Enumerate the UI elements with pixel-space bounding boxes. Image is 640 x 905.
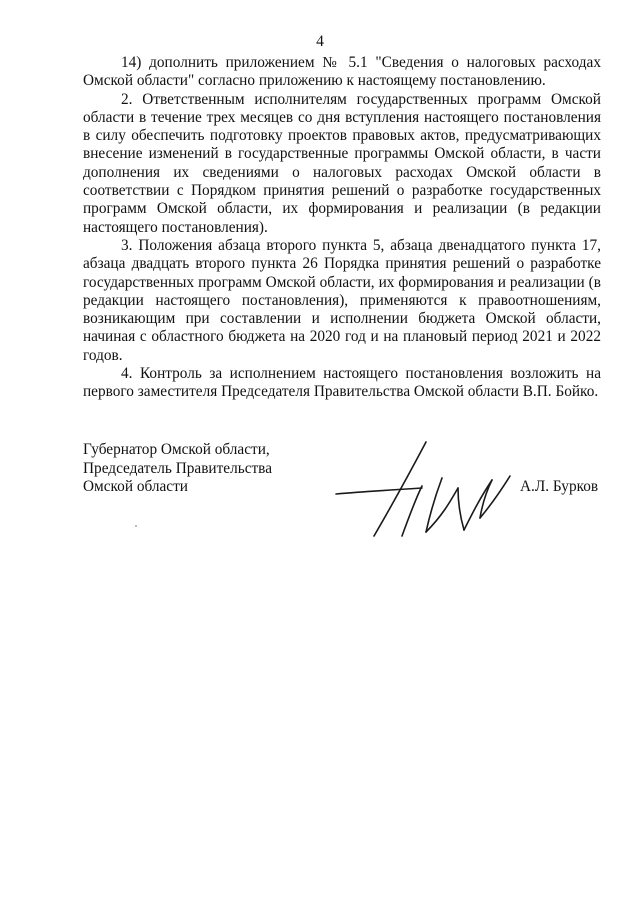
page-number: 4 (316, 33, 324, 50)
position-line: Губернатор Омской области, (83, 441, 270, 458)
position-line: Председатель Правительства (83, 459, 272, 477)
signatory-position (83, 441, 272, 497)
paragraph-4: 4. Контроль за исполнением настоящего постановления возложить на первого заместителя Председателя Правительства Омской области В.П. Бойко. (83, 365, 601, 401)
document-body (83, 54, 601, 402)
paragraph-3: 3. Положения абзаца второго пункта 5, абзаца двенадцатого пункта 17, абзаца двадцать второго пункта 26 Порядка принятия решений о разработке государственных программ Омской области, их формирования и реализации (в редакции настоящего постановления), применяются к правоотношениям, возникающим при составлении и исполнении бюджета Омской области, начиная с областного бюджета на 2020 год и на плановый период 2021 и 2022 годов. (83, 236, 601, 364)
signer-name: А.Л. Бурков (520, 478, 599, 495)
paragraph-2: 2. Ответственным исполнителям государственных программ Омской области в течение трех месяцев со дня вступления настоящего постановления в силу обеспечить подготовку проектов правовых актов, предусматривающих внесение изменений в государственные программы Омской области, в части дополнения их сведениями о налоговых расходах Омской области в соответствии с Порядком принятия решений о разработке государственных программ Омской области, их формирования и реализации (в редакции настоящего постановления). (83, 90, 601, 236)
scan-artifact (135, 525, 137, 527)
position-line: Омской области (83, 478, 188, 495)
handwritten-signature (330, 432, 520, 542)
paragraph-item-14: 14) дополнить приложением № 5.1 "Сведения о налоговых расходах Омской области" согласно приложению к настоящему постановлению. (83, 54, 601, 90)
